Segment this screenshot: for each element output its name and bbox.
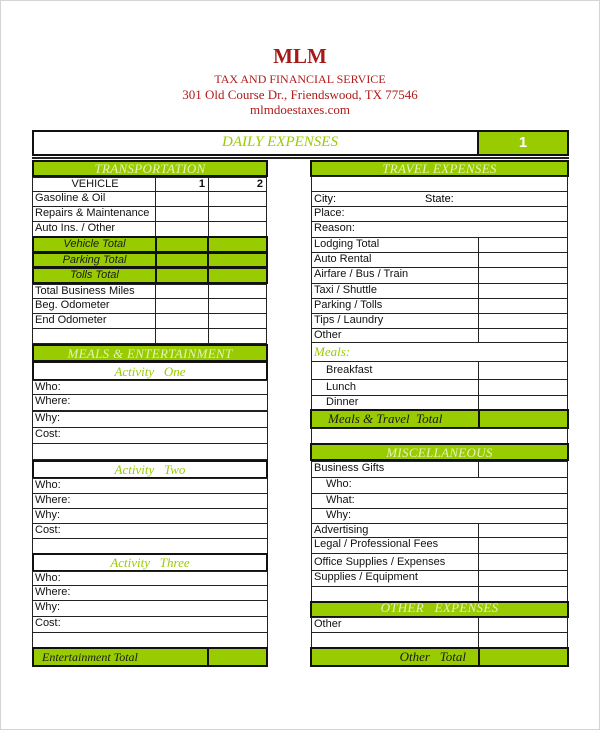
vehicle-col-1: 1 [155,177,209,192]
auto-ins-v1[interactable] [155,221,209,237]
row-repairs-maintenance: Repairs & Maintenance [32,206,156,222]
company-address: 301 Old Course Dr., Friendswood, TX 77546 [182,87,418,102]
miscellaneous-header: MISCELLANEOUS [310,443,569,461]
row-taxi-shuttle: Taxi / Shuttle [311,283,479,299]
beg-odo-v1[interactable] [155,298,209,314]
misc-blank [311,586,479,602]
gasoline-oil-v2[interactable] [208,191,267,207]
vehicle-col-2: 2 [208,177,267,192]
row-other: Other [311,617,479,633]
tolls-total-label: Tolls Total [32,267,157,284]
reason-field[interactable]: Reason: [311,221,568,238]
row-advertising: Advertising [311,523,479,538]
gasoline-oil-v1[interactable] [155,191,209,207]
meals-label: Meals: [311,342,568,362]
company-name: MLM [273,44,327,68]
tolls-total-v2[interactable] [207,267,268,284]
miles-v1[interactable] [155,284,209,299]
parking-total-v2[interactable] [207,252,268,268]
day-number[interactable]: 1 [477,130,569,156]
activity-one-who[interactable]: Who: [32,380,268,395]
row-parking-tolls: Parking / Tolls [311,298,479,314]
gift-who[interactable]: Who: [311,477,568,494]
end-odo-v1[interactable] [155,313,209,329]
row-airfare: Airfare / Bus / Train [311,267,479,284]
misc-blank-value[interactable] [478,586,568,602]
daily-expenses-title: DAILY EXPENSES [222,134,338,150]
repairs-v2[interactable] [208,206,267,222]
tolls-total-v1[interactable] [155,267,209,284]
row-beg-odometer: Beg. Odometer [32,298,156,314]
legal-fees-value[interactable] [478,537,568,554]
business-gifts-value[interactable] [478,461,568,478]
other-total-label: Other Total [310,647,480,667]
entertainment-total-label: Entertainment Total [32,647,209,667]
other-value[interactable] [478,617,568,633]
travel-blank-row [311,176,568,192]
entertainment-total-value[interactable] [207,647,268,667]
place-field[interactable]: Place: [311,206,568,222]
row-business-gifts: Business Gifts [311,461,479,478]
blank-row [32,328,156,344]
company-tagline: TAX AND FINANCIAL SERVICE [214,72,386,86]
state-label: State: [425,193,454,205]
row-auto-rental: Auto Rental [311,252,479,268]
other-travel-value[interactable] [478,328,568,343]
row-gasoline-oil: Gasoline & Oil [32,191,156,207]
breakfast-value[interactable] [478,361,568,380]
activity-two-who[interactable]: Who: [32,478,268,494]
office-supplies-value[interactable] [478,553,568,571]
activity-three-blank [32,632,268,648]
title-divider [32,157,569,159]
activity-two-blank [32,538,268,554]
gift-what[interactable]: What: [311,493,568,509]
activity-three-cost[interactable]: Cost: [32,616,268,633]
activity-one-why[interactable]: Why: [32,411,268,428]
other-blank [311,632,479,648]
vehicle-total-v2[interactable] [207,236,268,253]
lodging-total-value[interactable] [478,237,568,253]
repairs-v1[interactable] [155,206,209,222]
parking-tolls-value[interactable] [478,298,568,314]
row-lunch: Lunch [311,379,479,396]
row-total-business-miles: Total Business Miles [32,284,156,299]
beg-odo-v2[interactable] [208,298,267,314]
activity-two-cost[interactable]: Cost: [32,523,268,539]
parking-total-label: Parking Total [32,252,157,268]
city-label: City: [314,193,336,205]
row-legal-fees: Legal / Professional Fees [311,537,479,554]
other-blank-value[interactable] [478,632,568,648]
row-auto-ins-other: Auto Ins. / Other [32,221,156,237]
airfare-value[interactable] [478,267,568,284]
activity-one-where[interactable]: Where: [32,394,268,411]
end-odo-v2[interactable] [208,313,267,329]
row-office-supplies: Office Supplies / Expenses [311,553,479,571]
meals-travel-total-value[interactable] [478,409,569,429]
row-other-travel: Other [311,328,479,343]
other-total-value[interactable] [478,647,569,667]
parking-total-v1[interactable] [155,252,209,268]
activity-one-cost[interactable]: Cost: [32,427,268,444]
activity-three-where[interactable]: Where: [32,585,268,601]
transportation-header: TRANSPORTATION [32,160,268,177]
activity-two-where[interactable]: Where: [32,493,268,509]
lunch-value[interactable] [478,379,568,396]
blank-v2[interactable] [208,328,267,344]
supplies-equipment-value[interactable] [478,570,568,587]
activity-three-who[interactable]: Who: [32,571,268,586]
gift-why[interactable]: Why: [311,508,568,524]
other-expenses-header: OTHER EXPENSES [310,601,569,618]
miles-v2[interactable] [208,284,267,299]
tips-laundry-value[interactable] [478,313,568,329]
advertising-value[interactable] [478,523,568,538]
dinner-value[interactable] [478,395,568,410]
vehicle-label: VEHICLE [32,177,156,192]
blank-v1[interactable] [155,328,209,344]
vehicle-total-v1[interactable] [155,236,209,253]
row-dinner: Dinner [311,395,479,410]
taxi-value[interactable] [478,283,568,299]
meals-entertainment-header: MEALS & ENTERTAINMENT [32,344,268,362]
row-tips-laundry: Tips / Laundry [311,313,479,329]
auto-ins-v2[interactable] [208,221,267,237]
company-website: mlmdoestaxes.com [249,102,350,117]
meals-travel-total-label: Meals & Travel Total [310,409,480,429]
activity-three-header: Activity Three [32,553,268,572]
vehicle-total-label: Vehicle Total [32,236,157,253]
row-supplies-equipment: Supplies / Equipment [311,570,479,587]
row-breakfast: Breakfast [311,361,479,380]
row-end-odometer: End Odometer [32,313,156,329]
travel-expenses-header: TRAVEL EXPENSES [310,160,569,177]
activity-one-header: Activity One [32,361,268,381]
activity-one-blank [32,443,268,460]
auto-rental-value[interactable] [478,252,568,268]
row-lodging-total: Lodging Total [311,237,479,253]
activity-two-header: Activity Two [32,460,268,479]
activity-three-why[interactable]: Why: [32,600,268,617]
activity-two-why[interactable]: Why: [32,508,268,524]
